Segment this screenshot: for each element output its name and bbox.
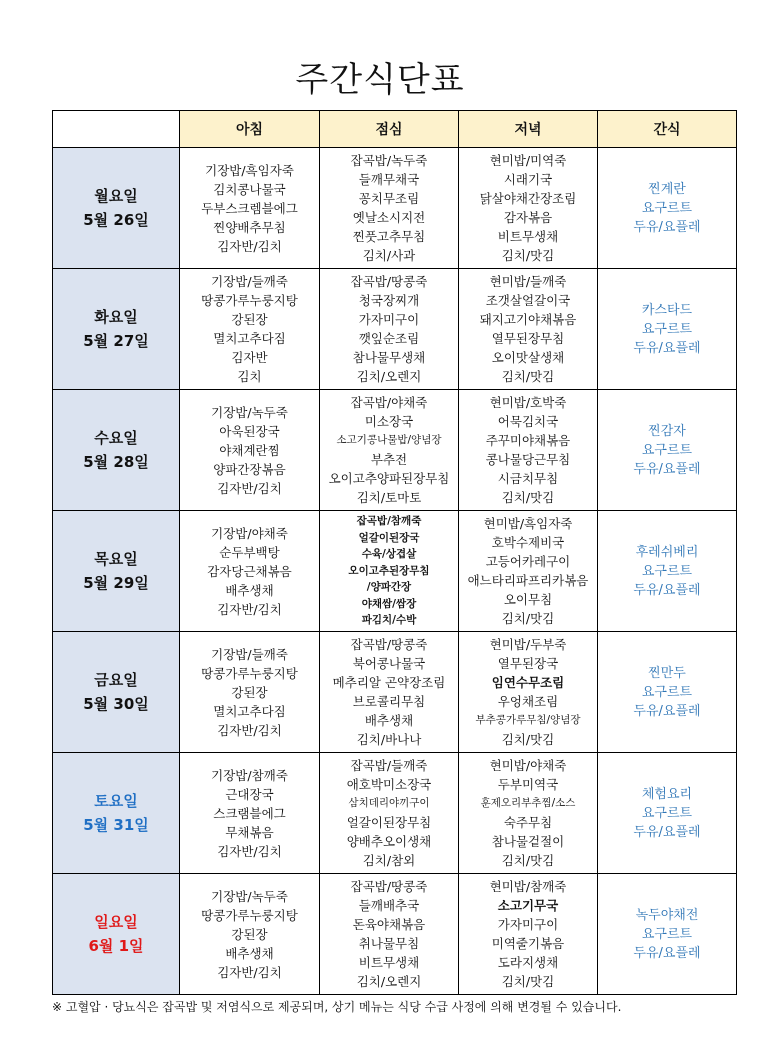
snack-item: 요구르트 (641, 442, 693, 458)
weekly-menu-table (52, 110, 737, 995)
dinner-cell (459, 511, 598, 632)
dinner-item: 현미밥/들깨죽 (489, 274, 567, 289)
day-cell (53, 390, 180, 511)
snack-item: 찐만두 (648, 665, 686, 681)
snack-cell (598, 148, 737, 269)
lunch-item: 깻잎순조림 (358, 331, 420, 346)
day-row (53, 511, 737, 632)
breakfast-item: 기장밥/들깨죽 (211, 646, 288, 662)
snack-cell (598, 753, 737, 874)
snack-cell (598, 874, 737, 995)
dinner-item: 시래기국 (503, 172, 553, 187)
breakfast-cell (180, 753, 320, 874)
breakfast-item: 감자당근채볶음 (207, 563, 292, 579)
lunch-item: 얼갈이된장국 (358, 531, 420, 544)
header-lunch: 점심 (320, 111, 459, 148)
lunch-item: 들깨무채국 (358, 172, 420, 187)
snack-item: 카스타드 (641, 302, 693, 318)
dinner-item: 현미밥/호박죽 (489, 395, 567, 410)
breakfast-item: 김자반/김치 (217, 480, 282, 496)
dinner-item: 현미밥/두부죽 (489, 637, 567, 652)
breakfast-item: 기장밥/참깨죽 (211, 767, 288, 783)
dinner-cell (459, 632, 598, 753)
dinner-item: 돼지고기야채볶음 (479, 312, 577, 327)
day-cell (53, 874, 180, 995)
lunch-item: 잡곡밥/참깨죽 (356, 515, 422, 528)
snack-item: 요구르트 (641, 805, 693, 821)
breakfast-item: 기장밥/흑임자죽 (205, 162, 294, 178)
dinner-item: 콩나물당근무침 (485, 452, 571, 467)
snack-item: 두유/요플레 (633, 945, 701, 961)
breakfast-item: 배추생채 (225, 582, 274, 598)
header-breakfast: 아침 (180, 111, 320, 148)
dinner-item: 도라지생채 (497, 955, 559, 970)
day-name: 목요일 (94, 550, 138, 568)
lunch-item: 미소장국 (364, 414, 414, 429)
dinner-item: 고등어카레구이 (485, 554, 571, 569)
breakfast-cell (180, 632, 320, 753)
lunch-item: 청국장찌개 (358, 293, 420, 308)
lunch-item: 김치/오렌지 (356, 974, 422, 989)
lunch-cell (320, 753, 459, 874)
snack-item: 두유/요플레 (633, 703, 701, 719)
dinner-item: 소고기무국 (497, 898, 559, 913)
breakfast-cell (180, 390, 320, 511)
breakfast-item: 김자반/김치 (217, 238, 282, 254)
snack-item: 체험요리 (641, 786, 693, 802)
snack-item: 두유/요플레 (633, 582, 701, 598)
lunch-item: 양배추오이생채 (346, 834, 432, 849)
breakfast-item: 배추생채 (225, 945, 274, 961)
dinner-item: 시금치무침 (497, 471, 559, 486)
lunch-item: 김치/사과 (362, 248, 416, 263)
day-date: 5월 28일 (83, 453, 149, 471)
lunch-item: 꽁치무조림 (358, 191, 420, 206)
page-title: 주간식단표 (295, 60, 465, 100)
snack-item: 찐감자 (648, 423, 686, 439)
lunch-item: 김치/바나나 (356, 732, 422, 747)
dinner-item: 우엉채조림 (497, 694, 559, 709)
lunch-item: 비트무생채 (358, 955, 420, 970)
dinner-item: 열무된장국 (497, 656, 559, 671)
dinner-item: 참나물겉절이 (491, 834, 565, 849)
day-row (53, 874, 737, 995)
dinner-item: 닭살야채간장조림 (479, 191, 577, 206)
lunch-item: 삼치데리야끼구이 (348, 797, 430, 809)
snack-item: 요구르트 (641, 563, 693, 579)
dinner-item: 애느타리파프리카볶음 (467, 573, 589, 588)
dinner-item: 열무된장무침 (491, 331, 565, 346)
dinner-item: 숙주무침 (503, 815, 553, 830)
breakfast-item: 근대장국 (225, 786, 274, 802)
snack-item: 두유/요플레 (633, 824, 701, 840)
lunch-item: 메추리알 곤약장조림 (332, 675, 446, 690)
lunch-item: 잡곡밥/들깨죽 (350, 758, 428, 773)
lunch-item: 잡곡밥/녹두죽 (350, 153, 428, 168)
breakfast-item: 김자반 (231, 350, 268, 365)
dinner-item: 미역줄기볶음 (491, 936, 565, 951)
day-row (53, 632, 737, 753)
dinner-item: 가자미구이 (497, 917, 559, 932)
dinner-item: 조갯살얼갈이국 (485, 293, 571, 308)
dinner-item: 김치/맛김 (501, 490, 555, 505)
dinner-item: 김치/맛김 (501, 369, 555, 384)
lunch-item: 잡곡밥/땅콩죽 (350, 637, 428, 652)
lunch-cell (320, 511, 459, 632)
dinner-item: 김치/맛김 (501, 732, 555, 747)
lunch-item: 취나물무침 (358, 936, 420, 951)
breakfast-item: 김자반/김치 (217, 843, 282, 859)
breakfast-item: 강된장 (231, 312, 268, 327)
dinner-item: 부추콩가루무침/양념장 (475, 714, 581, 726)
breakfast-item: 강된장 (231, 926, 268, 942)
lunch-cell (320, 269, 459, 390)
day-cell (53, 511, 180, 632)
day-row (53, 148, 737, 269)
lunch-item: 참나물무생채 (352, 350, 426, 365)
breakfast-item: 기장밥/녹두죽 (211, 404, 288, 420)
snack-item: 요구르트 (641, 321, 693, 337)
dinner-cell (459, 269, 598, 390)
lunch-item: 수육/상겹살 (361, 548, 417, 561)
snack-cell (598, 511, 737, 632)
day-row (53, 753, 737, 874)
breakfast-item: 기장밥/녹두죽 (211, 888, 288, 904)
lunch-item: 부추전 (370, 452, 408, 467)
dinner-item: 김치/맛김 (501, 974, 555, 989)
dinner-item: 김치/맛김 (501, 248, 555, 263)
lunch-item: 소고기콩나물밥/양념장 (336, 434, 442, 446)
lunch-cell (320, 632, 459, 753)
breakfast-item: 순두부백탕 (219, 544, 280, 560)
lunch-item: 브로콜리무침 (352, 694, 426, 709)
breakfast-item: 야채계란찜 (219, 442, 280, 458)
breakfast-cell (180, 148, 320, 269)
lunch-item: 야채쌈/쌈장 (361, 597, 417, 610)
lunch-item: 잡곡밥/야채죽 (350, 395, 428, 410)
breakfast-item: 땅콩가루누룽지탕 (201, 665, 298, 681)
footnote: ※ 고혈압 · 당뇨식은 잡곡밥 및 저염식으로 제공되며, 상기 메뉴는 식당 수급 사정에 의해 변경될 수 있습니다. (52, 1000, 622, 1014)
lunch-cell (320, 390, 459, 511)
lunch-item: 김치/오렌지 (356, 369, 422, 384)
dinner-cell (459, 874, 598, 995)
breakfast-item: 김자반/김치 (217, 964, 282, 980)
dinner-item: 주꾸미야채볶음 (485, 433, 571, 448)
day-name: 수요일 (94, 429, 138, 447)
lunch-item: 김치/참외 (362, 853, 416, 868)
day-row (53, 390, 737, 511)
breakfast-item: 기장밥/들깨죽 (211, 274, 288, 289)
snack-item: 요구르트 (641, 926, 693, 942)
dinner-item: 오이맛살생채 (491, 350, 565, 365)
day-date: 5월 29일 (83, 574, 149, 592)
lunch-item: 파김치/수박 (361, 614, 417, 627)
dinner-item: 현미밥/참깨죽 (489, 879, 567, 894)
lunch-item: /양파간장 (366, 581, 412, 594)
header-row (53, 111, 737, 148)
day-name: 화요일 (94, 308, 138, 326)
dinner-item: 감자볶음 (503, 210, 553, 225)
lunch-item: 김치/토마토 (356, 490, 422, 505)
day-name: 일요일 (94, 913, 138, 931)
breakfast-item: 김치콩나물국 (213, 181, 286, 197)
dinner-item: 비트무생채 (497, 229, 559, 244)
breakfast-item: 아욱된장국 (219, 423, 280, 439)
day-cell (53, 148, 180, 269)
lunch-item: 애호박미소장국 (346, 777, 432, 792)
dinner-item: 두부미역국 (497, 777, 559, 792)
breakfast-item: 김자반/김치 (217, 722, 282, 738)
breakfast-item: 두부스크렘블에그 (201, 200, 298, 216)
snack-cell (598, 632, 737, 753)
breakfast-item: 멸치고추다짐 (213, 703, 286, 719)
lunch-item: 잡곡밥/땅콩죽 (350, 879, 428, 894)
dinner-item: 훈제오리부추찜/소스 (480, 797, 576, 809)
snack-cell (598, 269, 737, 390)
day-cell (53, 632, 180, 753)
day-name: 월요일 (94, 187, 138, 205)
lunch-item: 돈육야채볶음 (352, 917, 426, 932)
header-snack: 간식 (598, 111, 737, 148)
snack-item: 두유/요플레 (633, 219, 701, 235)
snack-item: 찐계란 (648, 181, 686, 197)
header-dinner: 저녁 (459, 111, 598, 148)
day-row (53, 269, 737, 390)
lunch-cell (320, 148, 459, 269)
header-corner (53, 111, 180, 148)
lunch-item: 배추생채 (364, 713, 414, 728)
breakfast-item: 찐양배추무침 (213, 219, 286, 235)
day-name: 금요일 (94, 671, 138, 689)
breakfast-cell (180, 269, 320, 390)
snack-item: 두유/요플레 (633, 340, 701, 356)
day-date: 6월 1일 (88, 937, 144, 955)
day-cell (53, 269, 180, 390)
lunch-item: 옛날소시지전 (352, 210, 426, 225)
day-cell (53, 753, 180, 874)
dinner-item: 현미밥/야채죽 (489, 758, 567, 773)
dinner-item: 현미밥/흑임자죽 (483, 516, 573, 531)
dinner-cell (459, 753, 598, 874)
lunch-item: 오이고추된장무침 (348, 564, 430, 577)
breakfast-item: 땅콩가루누룽지탕 (201, 293, 298, 308)
dinner-item: 어묵김치국 (497, 414, 559, 429)
snack-item: 후레쉬베리 (635, 544, 699, 560)
breakfast-cell (180, 511, 320, 632)
breakfast-cell (180, 874, 320, 995)
breakfast-item: 김자반/김치 (217, 601, 282, 617)
lunch-item: 북어콩나물국 (352, 656, 426, 671)
breakfast-item: 기장밥/야채죽 (211, 525, 288, 541)
snack-item: 요구르트 (641, 684, 693, 700)
dinner-item: 오이무침 (503, 592, 553, 607)
breakfast-item: 양파간장볶음 (213, 461, 286, 477)
breakfast-item: 스크램블에그 (213, 805, 286, 821)
lunch-item: 오이고추양파된장무침 (328, 471, 450, 486)
day-date: 5월 31일 (83, 816, 149, 834)
dinner-item: 김치/맛김 (501, 853, 555, 868)
snack-item: 두유/요플레 (633, 461, 701, 477)
lunch-item: 얼갈이된장무침 (346, 815, 432, 830)
lunch-item: 들깨배추국 (358, 898, 420, 913)
day-date: 5월 27일 (83, 332, 149, 350)
dinner-item: 김치/맛김 (501, 611, 555, 626)
snack-cell (598, 390, 737, 511)
dinner-cell (459, 148, 598, 269)
dinner-item: 현미밥/미역죽 (489, 153, 567, 168)
day-date: 5월 30일 (83, 695, 149, 713)
breakfast-item: 멸치고추다짐 (213, 331, 286, 346)
lunch-item: 찐풋고추무침 (352, 229, 426, 244)
dinner-item: 임연수무조림 (491, 675, 565, 690)
dinner-item: 호박수제비국 (491, 535, 565, 550)
lunch-item: 가자미구이 (358, 312, 420, 327)
lunch-cell (320, 874, 459, 995)
breakfast-item: 강된장 (231, 684, 268, 700)
snack-item: 요구르트 (641, 200, 693, 216)
snack-item: 녹두야채전 (635, 907, 699, 923)
lunch-item: 잡곡밥/땅콩죽 (350, 274, 428, 289)
breakfast-item: 무채볶음 (225, 824, 274, 840)
day-date: 5월 26일 (83, 211, 149, 229)
breakfast-item: 땅콩가루누룽지탕 (201, 907, 298, 923)
day-name: 토요일 (94, 792, 138, 810)
breakfast-item: 김치 (237, 369, 262, 384)
dinner-cell (459, 390, 598, 511)
